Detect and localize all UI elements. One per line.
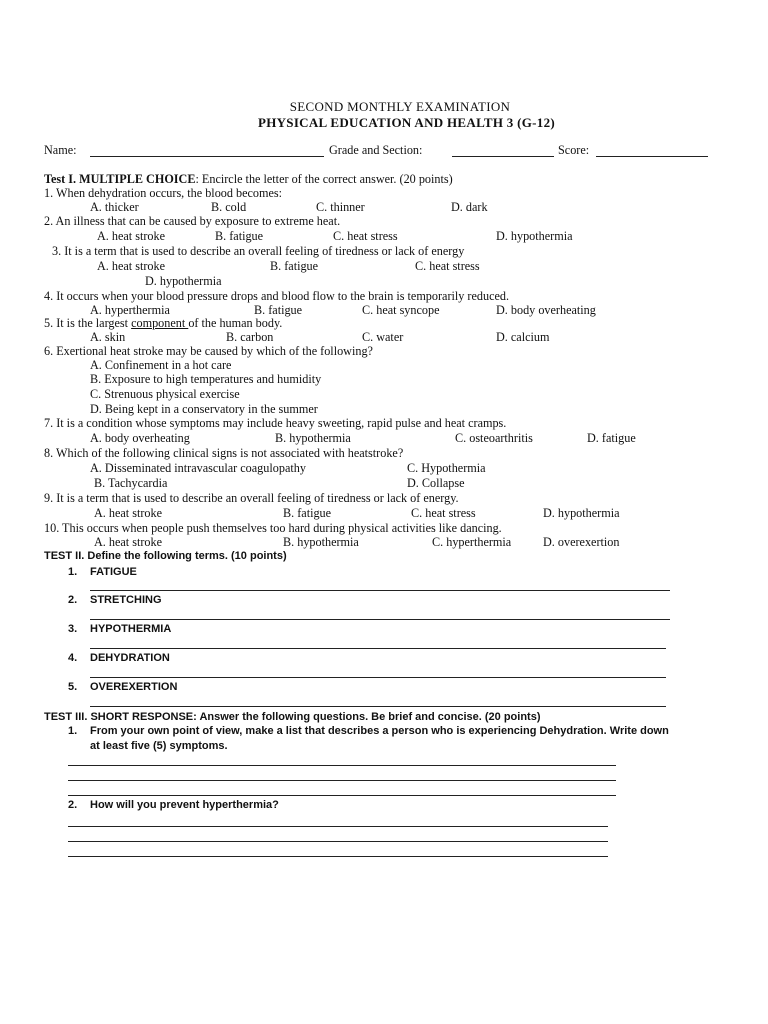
score-label: Score: xyxy=(558,143,590,157)
q2-option-c[interactable]: C. heat stress xyxy=(333,229,398,243)
q3-option-a[interactable]: A. heat stroke xyxy=(97,259,166,273)
q9-option-b[interactable]: B. fatigue xyxy=(283,506,332,520)
q8-option-d[interactable]: D. Collapse xyxy=(407,476,465,490)
grade-section-field[interactable] xyxy=(452,156,554,157)
test2-item-3-term: HYPOTHERMIA xyxy=(90,623,172,635)
q3-option-c[interactable]: C. heat stress xyxy=(415,259,480,273)
test3-q1-answer-line-2[interactable] xyxy=(68,780,616,781)
q8-option-a[interactable]: A. Disseminated intravascular coagulopathy xyxy=(90,461,306,475)
question-3: 3. It is a term that is used to describe an overall feeling of tiredness or lack of energy xyxy=(52,244,465,258)
test2-item-4-number: 4. xyxy=(68,652,78,664)
q4-option-c[interactable]: C. heat syncope xyxy=(362,303,440,317)
q5-option-c[interactable]: C. water xyxy=(362,330,404,344)
test1-instruction: : Encircle the letter of the correct answer. (20 points) xyxy=(195,172,453,186)
q2-option-a[interactable]: A. heat stroke xyxy=(97,229,166,243)
test3-q1-answer-line-3[interactable] xyxy=(68,795,616,796)
test2-answer-line-4[interactable] xyxy=(90,677,666,678)
test3-q2-answer-line-2[interactable] xyxy=(68,841,608,842)
q2-option-d[interactable]: D. hypothermia xyxy=(496,229,573,243)
q9-option-a[interactable]: A. heat stroke xyxy=(94,506,163,520)
q5-stem-start: 5. It is the largest xyxy=(44,316,132,330)
q10-option-d[interactable]: D. overexertion xyxy=(543,535,620,549)
test2-answer-line-1[interactable] xyxy=(90,590,670,591)
test2-item-1-number: 1. xyxy=(68,566,78,578)
test2-item-4-term: DEHYDRATION xyxy=(90,652,170,664)
test2-title: TEST II. Define the following terms. (10 points) xyxy=(44,550,287,562)
grade-section-label: Grade and Section: xyxy=(329,143,423,157)
q1-option-a[interactable]: A. thicker xyxy=(90,200,139,214)
q5-stem-end: of the human body. xyxy=(188,316,283,330)
score-field[interactable] xyxy=(596,156,708,157)
q3-option-b[interactable]: B. fatigue xyxy=(270,259,319,273)
test3-heading xyxy=(44,711,541,723)
q8-option-c[interactable]: C. Hypothermia xyxy=(407,461,486,475)
test3-q2-answer-line-1[interactable] xyxy=(68,826,608,827)
test3-instruction: Answer the following questions. Be brief and concise. (20 points) xyxy=(196,711,541,723)
test3-q1-line1: From your own point of view, make a list that describes a person who is experiencing Dehydration. Write down xyxy=(90,725,669,737)
q7-option-a[interactable]: A. body overheating xyxy=(90,431,190,445)
q9-option-d[interactable]: D. hypothermia xyxy=(543,506,620,520)
q2-option-b[interactable]: B. fatigue xyxy=(215,229,264,243)
q1-option-d[interactable]: D. dark xyxy=(451,200,488,214)
q8-option-b[interactable]: B. Tachycardia xyxy=(94,476,168,490)
test3-q2-answer-line-3[interactable] xyxy=(68,856,608,857)
test3-title: TEST III. SHORT RESPONSE: xyxy=(44,711,197,723)
question-7: 7. It is a condition whose symptoms may include heavy sweeting, rapid pulse and heat cramps. xyxy=(44,416,507,430)
q10-option-c[interactable]: C. hyperthermia xyxy=(432,535,512,549)
test1-title: Test I. MULTIPLE CHOICE xyxy=(44,172,196,186)
test2-item-3-number: 3. xyxy=(68,623,78,635)
test3-q1-line2: at least five (5) symptoms. xyxy=(90,740,228,752)
exam-title: SECOND MONTHLY EXAMINATION xyxy=(289,99,511,114)
q5-stem-underlined: component xyxy=(131,316,189,330)
q5-option-d[interactable]: D. calcium xyxy=(496,330,550,344)
question-6: 6. Exertional heat stroke may be caused by which of the following? xyxy=(44,344,373,358)
question-9: 9. It is a term that is used to describe an overall feeling of tiredness or lack of energy. xyxy=(44,491,459,505)
q6-option-a[interactable]: A. Confinement in a hot care xyxy=(90,358,232,372)
q4-option-d[interactable]: D. body overheating xyxy=(496,303,596,317)
test3-q2-text: How will you prevent hyperthermia? xyxy=(90,799,279,811)
q7-option-c[interactable]: C. osteoarthritis xyxy=(455,431,533,445)
question-8: 8. Which of the following clinical signs is not associated with heatstroke? xyxy=(44,446,404,460)
question-4: 4. It occurs when your blood pressure drops and blood flow to the brain is temporarily reduced. xyxy=(44,289,510,303)
test2-item-2-number: 2. xyxy=(68,594,78,606)
q10-option-a[interactable]: A. heat stroke xyxy=(94,535,163,549)
test2-answer-line-5[interactable] xyxy=(90,706,666,707)
question-1: 1. When dehydration occurs, the blood becomes: xyxy=(44,186,283,200)
q7-option-d[interactable]: D. fatigue xyxy=(587,431,636,445)
q6-option-b[interactable]: B. Exposure to high temperatures and humidity xyxy=(90,372,322,386)
test3-q2-number: 2. xyxy=(68,799,78,811)
name-field[interactable] xyxy=(90,156,324,157)
q7-option-b[interactable]: B. hypothermia xyxy=(275,431,351,445)
question-2: 2. An illness that can be caused by exposure to extreme heat. xyxy=(44,214,341,228)
q9-option-c[interactable]: C. heat stress xyxy=(411,506,476,520)
test3-q1-answer-line-1[interactable] xyxy=(68,765,616,766)
q1-option-c[interactable]: C. thinner xyxy=(316,200,365,214)
name-label: Name: xyxy=(44,143,77,157)
q5-option-b[interactable]: B. carbon xyxy=(226,330,274,344)
q3-option-d[interactable]: D. hypothermia xyxy=(145,274,222,288)
question-5 xyxy=(44,316,282,331)
q6-option-d[interactable]: D. Being kept in a conservatory in the summer xyxy=(90,402,318,416)
test2-item-2-term: STRETCHING xyxy=(90,594,162,606)
test2-answer-line-3[interactable] xyxy=(90,648,666,649)
exam-subject: PHYSICAL EDUCATION AND HEALTH 3 (G-12) xyxy=(257,115,556,130)
q6-option-c[interactable]: C. Strenuous physical exercise xyxy=(90,387,240,401)
q4-option-b[interactable]: B. fatigue xyxy=(254,303,303,317)
test2-answer-line-2[interactable] xyxy=(90,619,670,620)
q4-option-a[interactable]: A. hyperthermia xyxy=(90,303,170,317)
q10-option-b[interactable]: B. hypothermia xyxy=(283,535,359,549)
q1-option-b[interactable]: B. cold xyxy=(211,200,247,214)
test2-item-5-number: 5. xyxy=(68,681,78,693)
test3-q1-number: 1. xyxy=(68,725,78,737)
test2-item-5-term: OVEREXERTION xyxy=(90,681,178,693)
test2-item-1-term: FATIGUE xyxy=(90,566,137,578)
test1-heading xyxy=(44,172,453,187)
q5-option-a[interactable]: A. skin xyxy=(90,330,126,344)
question-10: 10. This occurs when people push themselves too hard during physical activities like dancing. xyxy=(44,521,502,535)
